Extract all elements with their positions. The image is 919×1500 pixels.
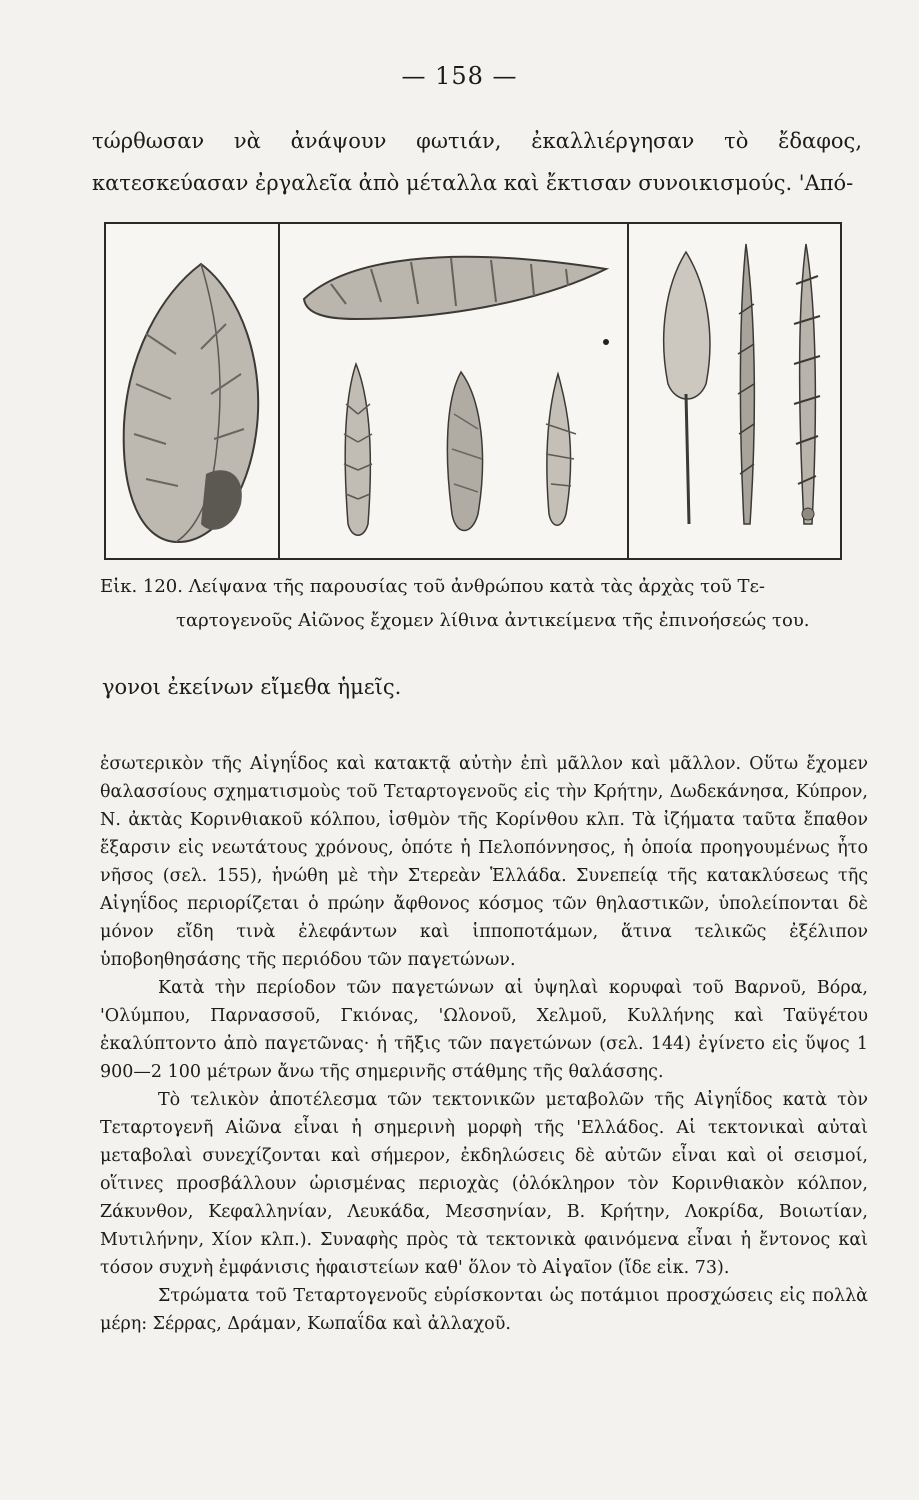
point-drawing-3 [546, 374, 576, 525]
figure-caption-line-1: Εἰκ. 120. Λείψανα τῆς παρουσίας τοῦ ἀνθρώπου κατὰ τὰς ἀρχὰς τοῦ Τε- [100, 576, 765, 597]
point-drawing-2 [447, 372, 482, 531]
harpoon-drawing-2 [794, 244, 820, 524]
long-blade-drawing [304, 257, 609, 345]
body-text [100, 750, 868, 1338]
body-paragraph-3: Τὸ τελικὸν ἀποτέλεσμα τῶν τεκτονικῶν μεταβολῶν τῆς Αἰγηΐδος κατὰ τὸν Τεταρτογενῆ Αἰῶνα εἶναι ἡ σημερινὴ μορφὴ τῆς 'Ελλάδος. Αἱ τεκτονικαὶ αὐταὶ μεταβολαὶ συνεχίζονται καὶ σήμερον, ἐκδηλώσεις δὲ αὐτῶν εἶναι καὶ οἱ σεισμοί, οἵτινες προσβάλλουν ὡρισμένας περιοχὰς (ὁλόκληρον τὸν Κορινθιακὸν κόλπον, Ζάκυνθον, Κεφαλληνίαν, Λευκάδα, Μεσσηνίαν, Β. Κρήτην, Λοκρίδα, Βοιωτίαν, Μυτιλήνην, Χίον κλπ.). Συναφὴς πρὸς τὰ τεκτονικὰ φαινόμενα εἶναι ἡ ἔντονος καὶ τόσον συχνὴ ἐμφάνισις ἡφαιστείων καθ' ὅλον τὸ Αἰγαῖον (ἴδε εἰκ. 73). [100, 1090, 868, 1278]
body-paragraph-2: Κατὰ τὴν περίοδον τῶν παγετώνων αἱ ὑψηλαὶ κορυφαὶ τοῦ Βαρνοῦ, Βόρα, 'Ολύμπου, Παρνασσοῦ, Γκιόνας, 'Ωλονοῦ, Χελμοῦ, Κυλλήνης καὶ Ταϋγέτου ἐκαλύπτοντο ἀπὸ παγετῶνας· ἡ τῆξις τῶν παγετώνων (σελ. 144) ἐγίνετο εἰς ὕψος 1 900—2 100 μέτρων ἄνω τῆς σημερινῆς στάθμης τῆς θαλάσσης. [100, 978, 868, 1082]
stone-tools-illustration [106, 224, 840, 558]
bone-point-drawing [664, 252, 710, 524]
body-paragraph-1: ἐσωτερικὸν τῆς Αἰγηΐδος καὶ κατακτᾷ αὐτὴν ἐπὶ μᾶλλον καὶ μᾶλλον. Οὕτω ἔχομεν θαλασσίους σχηματισμοὺς τοῦ Τεταρτογενοῦς εἰς τὴν Κρήτην, Δωδεκάνησα, Κύπρον, Ν. ἀκτὰς Κορινθιακοῦ κόλπου, ἰσθμὸν τῆς Κορίνθου κλπ. Τὰ ἰζήματα ταῦτα ἔπαθον ἔξαρσιν εἰς νεωτάτους χρόνους, ὁπότε ἡ Πελοπόννησος, ἡ ὁποία προηγουμένως ἦτο νῆσος (σελ. 155), ἡνώθη μὲ τὴν Στερεὰν Ἑλλάδα. Συνεπείᾳ τῆς κατακλύσεως τῆς Αἰγηΐδος περιορίζεται ὁ πρώην ἄφθονος κόσμος τῶν θηλαστικῶν, ὑπολείπονται δὲ μόνον εἴδη τινὰ ἐλεφάντων καὶ ἱπποποτάμων, ἅτινα τελικῶς ἐξέλιπον ὑποβοηθησάσης τῆς περιόδου τῶν παγετώνων. [100, 754, 868, 970]
figure-plate [104, 222, 842, 560]
continuation-fragment: γονοι ἐκείνων εἴμεθα ἡμεῖς. [102, 675, 402, 699]
page-number: — 158 — [401, 62, 518, 90]
harpoon-drawing-1 [738, 244, 754, 524]
figure-caption [92, 570, 862, 638]
intro-paragraph-block [92, 120, 862, 204]
body-paragraph-4: Στρώματα τοῦ Τεταρτογενοῦς εὑρίσκονται ὡς ποτάμιοι προσχώσεις εἰς πολλὰ μέρη: Σέρρας, Δράμαν, Κωπαΐδα καὶ ἀλλαχοῦ. [100, 1286, 868, 1334]
figure-caption-line-2: ταρτογενοῦς Αἰῶνος ἔχομεν λίθινα ἀντικείμενα τῆς ἐπινοήσεώς του. [176, 610, 810, 631]
hand-axe-drawing [124, 264, 259, 542]
intro-paragraph: τώρθωσαν νὰ ἀνάψουν φωτιάν, ἐκαλλιέργησαν τὸ ἔδαφος, κατεσκεύασαν ἐργαλεῖα ἀπὸ μέταλλα καὶ ἔκτισαν συνοικισμούς. 'Από- [92, 129, 862, 195]
point-drawing-1 [344, 364, 372, 535]
